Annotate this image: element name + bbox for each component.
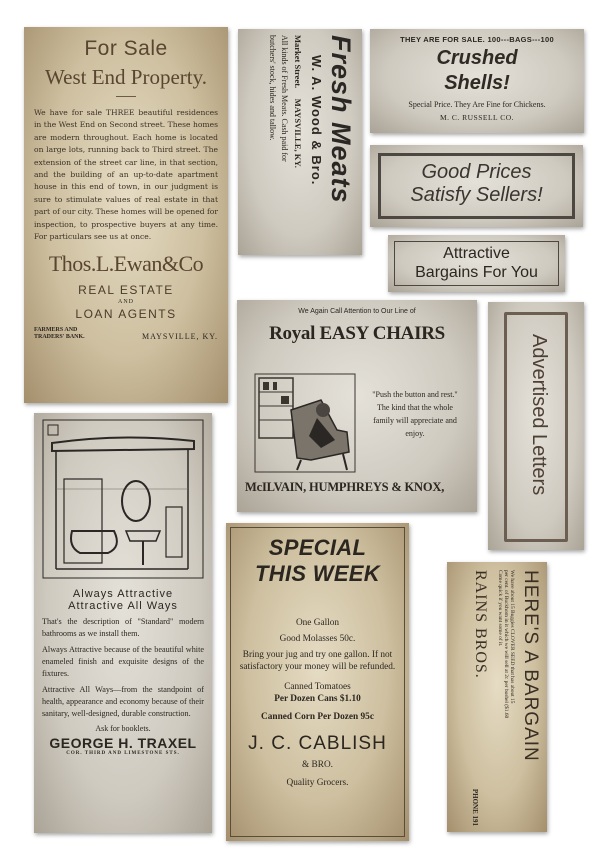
ad-title: Advertised Letters xyxy=(528,334,550,496)
loan-agents-label: LOAN AGENTS xyxy=(75,307,177,322)
ad-title: Shells! xyxy=(444,72,510,94)
ad-line: Attractive xyxy=(443,245,510,262)
ad-line: Canned Corn Per Dozen 95c xyxy=(261,712,374,722)
fresh-meats-ad xyxy=(238,29,362,255)
ad-title: Attractive All Ways xyxy=(68,600,178,612)
ad-line: Satisfy Sellers! xyxy=(410,184,543,206)
and-label: AND xyxy=(118,299,134,306)
company-name: GEORGE H. TRAXEL xyxy=(49,735,197,751)
ad-line: Good Prices xyxy=(421,161,532,183)
ad-line: We have about 15 Buggies CLOVER SEED that has about 15 xyxy=(509,570,515,704)
ad-title: Crushed xyxy=(436,47,518,69)
company-tagline: Quality Grocers. xyxy=(286,778,349,788)
store-address: Market Street. MAYSVILLE, KY. xyxy=(293,35,303,168)
ad-line: Canned Tomatoes xyxy=(284,682,351,692)
ad-paragraph: That's the description of "Standard" modern bathrooms as we install them. xyxy=(42,617,204,638)
ad-title: Always Attractive xyxy=(72,588,174,600)
ad-title: For Sale xyxy=(84,37,168,60)
ad-paragraph: Always Attractive because of the beautiful white enameled finish and exquisite designs of the fixtures. xyxy=(42,645,204,678)
company-name: M. C. RUSSELL CO. xyxy=(439,113,515,122)
ad-title: THIS WEEK xyxy=(255,561,380,586)
ad-line: Special Price. They Are Fine for Chickens. xyxy=(408,100,546,109)
company-name: J. C. CABLISH xyxy=(248,733,387,754)
advertised-letters-ad xyxy=(488,302,584,550)
ad-line: Good Molasses 50c. xyxy=(279,634,356,644)
easy-chairs-ad xyxy=(237,300,477,512)
company-name: RAINS BROS. xyxy=(472,570,489,679)
bargain-ad xyxy=(447,562,547,832)
ad-line: All kinds of Fresh Meats. Cash paid for xyxy=(280,35,289,162)
ad-title: Fresh Meats xyxy=(326,35,356,204)
attractive-bargains-ad xyxy=(388,235,565,292)
phone-label: PHONE 191 xyxy=(471,788,479,826)
ad-subtitle: West End Property. xyxy=(44,65,207,89)
ad-paragraph: Attractive All Ways—from the standpoint of health, appearance and economy because of their sanitary, well-designed, durable construction. xyxy=(42,685,204,718)
town-label: MAYSVILLE, KY. xyxy=(141,332,218,342)
divider xyxy=(116,96,136,97)
company-name: Thos.L.Ewan&Co xyxy=(48,251,204,277)
crushed-shells-ad xyxy=(370,29,584,133)
ad-body: We have for sale THREE beautiful residences in the West End on Second street. These homes are modern throughout. Each home is located on large lots, running back to Third street. The extension of the street car line, in that section, and the building of an up-to-date apartment house in this end of town, in our judgment is sure to stimulate values of real estate in that part of our city. These homes will be opened for inspection, to prospective buyers at any time. For particulars see us at once. xyxy=(34,108,218,242)
ad-line: butchers' stock, hides and tallow. xyxy=(268,35,277,141)
ad-quote: "Push the button and rest." The kind that the whole family will appreciate and enjoy. xyxy=(372,390,458,438)
ad-top-line: We Again Call Attention to Our Line of xyxy=(298,308,416,315)
ad-line: per cent. of Buckhorn in it which we will sell at 2c per bushel ($1.60 xyxy=(503,570,509,719)
easy-chair-illustration xyxy=(251,370,359,476)
company-name: McILVAIN, HUMPHREYS & KNOX, xyxy=(245,480,445,494)
ad-line: Ask for booklets. xyxy=(95,724,151,733)
for-sale-ad xyxy=(24,27,228,403)
ad-line: Per Dozen Cans $1.10 xyxy=(274,694,361,704)
store-name: W. A. Wood & Bro. xyxy=(309,55,324,186)
ad-title: HERE'S A BARGAIN xyxy=(520,570,541,762)
ad-line: One Gallon xyxy=(295,618,340,628)
company-address: COR. THIRD AND LIMESTONE STS. xyxy=(66,751,180,756)
good-prices-ad xyxy=(370,145,583,227)
bathroom-illustration xyxy=(42,419,204,579)
company-suffix: & BRO. xyxy=(302,760,333,770)
ad-top-line: THEY ARE FOR SALE. 100---BAGS---100 xyxy=(400,35,554,44)
ad-line: Bargains For You xyxy=(415,264,538,281)
real-estate-label: REAL ESTATE xyxy=(78,283,174,298)
ad-title: Royal EASY CHAIRS xyxy=(269,323,445,344)
ad-line: Come quick if you want some of it. xyxy=(497,570,503,647)
ad-line: Bring your jug and try one gallon. If not satisfactory your money will be refunded. xyxy=(239,650,396,672)
ad-title: SPECIAL xyxy=(268,535,367,560)
bathroom-ad xyxy=(34,413,212,833)
special-this-week-ad xyxy=(226,523,409,841)
bank-label: FARMERS AND TRADERS' BANK. xyxy=(34,327,85,341)
